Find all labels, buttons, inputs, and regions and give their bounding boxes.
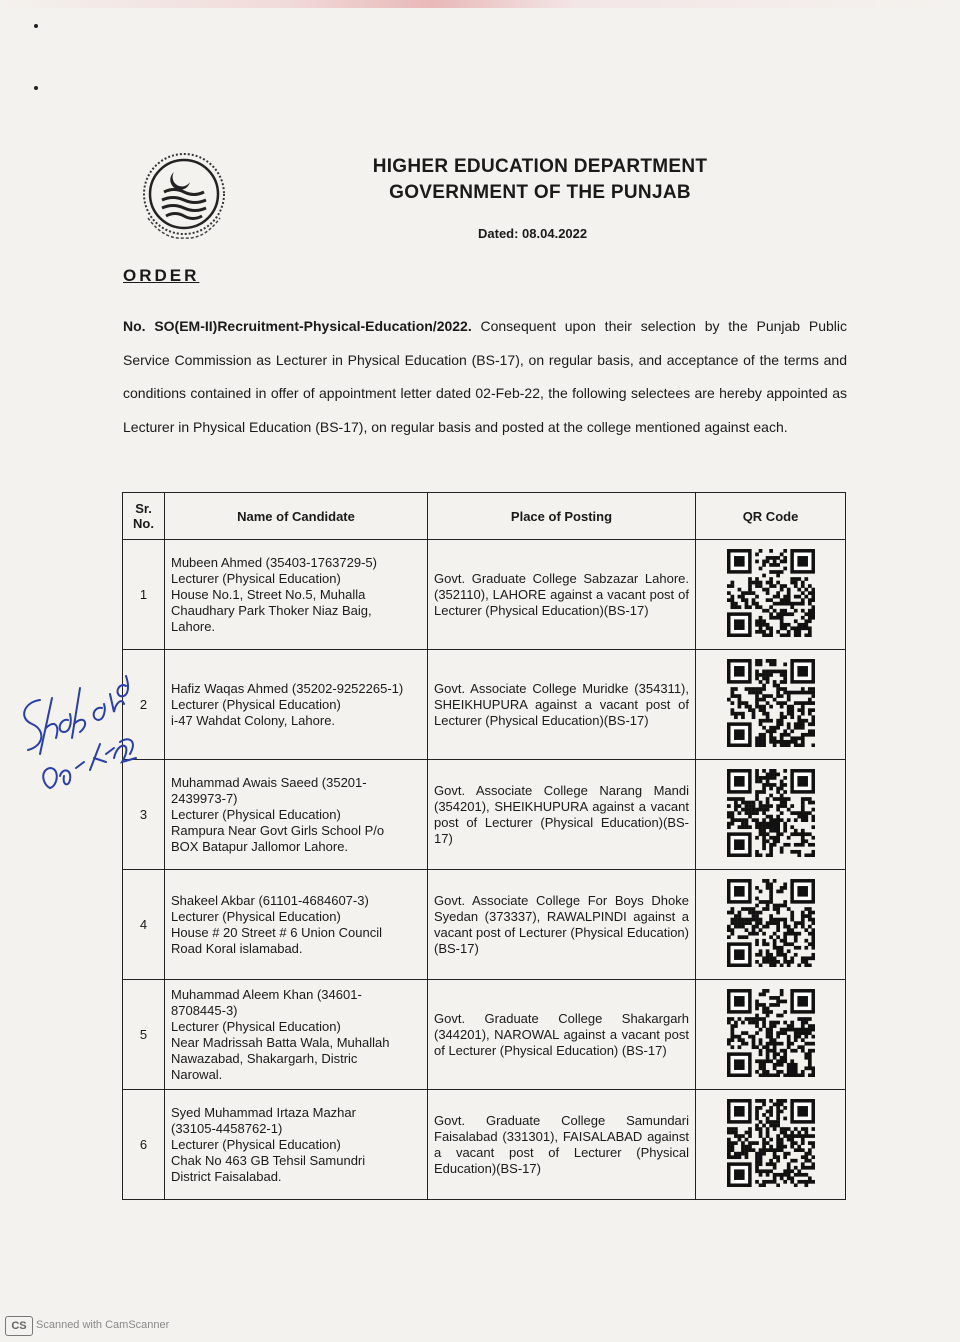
table-row: [123, 980, 846, 1090]
handwritten-signature: [10, 658, 140, 798]
header-name: Name of Candidate: [165, 493, 428, 540]
place-of-posting: Govt. Graduate College Sabzazar Lahore. (352110), LAHORE against a vacant post of Lecturer (Physical Education)(BS-17): [428, 540, 696, 650]
header-posting: Place of Posting: [428, 493, 696, 540]
candidate-details: [165, 980, 428, 1090]
candidate-detail-line: Lahore.: [171, 618, 216, 634]
table-header-row: [123, 493, 846, 540]
order-date: Dated: 08.04.2022: [478, 226, 588, 241]
candidate-details: [165, 650, 428, 760]
place-of-posting: Govt. Associate College Narang Mandi (354201), SHEIKHUPURA against a vacant post of Lecturer (Physical Education)(BS-17): [428, 760, 696, 870]
qr-code-icon: [727, 989, 815, 1077]
qr-code-cell: [696, 1090, 846, 1200]
candidate-name: Syed Muhammad Irtaza Mazhar: [171, 1104, 356, 1120]
order-body: [123, 310, 847, 444]
candidate-detail-line: Chak No 463 GB Tehsil Samundri: [171, 1152, 366, 1168]
candidate-detail-line: Rampura Near Govt Girls School P/o: [171, 822, 385, 838]
row-sr-no: 3: [123, 760, 165, 870]
order-reference: No. SO(EM-II)Recruitment-Physical-Education/2022.: [123, 318, 472, 334]
qr-code-icon: [727, 879, 815, 967]
candidate-detail-line: Chaudhary Park Thoker Niaz Baig,: [171, 602, 372, 618]
appointments-table: [122, 492, 846, 1200]
candidate-detail-line: Lecturer (Physical Education): [171, 696, 341, 712]
candidate-detail-line: House # 20 Street # 6 Union Council: [171, 924, 383, 940]
order-heading: ORDER: [123, 266, 200, 285]
government-title: GOVERNMENT OF THE PUNJAB: [389, 182, 691, 203]
order-text: Consequent upon their selection by the Punjab Public Service Commission as Lecturer in Physical Education (BS-17), on regular basis, and acceptance of the terms and conditions contained in offer of appointment letter dated 02-Feb-22, the following selectees are hereby appointed as Lecturer in Physical Education (BS-17), on regular basis and posted at the college mentioned against each.: [123, 318, 847, 435]
candidate-details: [165, 760, 428, 870]
qr-code-icon: [727, 659, 815, 747]
scan-speck: [34, 24, 38, 28]
candidate-detail-line: Lecturer (Physical Education): [171, 908, 341, 924]
qr-code-cell: [696, 540, 846, 650]
candidate-detail-line: Narowal.: [171, 1066, 223, 1082]
row-sr-no: 2: [123, 650, 165, 760]
place-of-posting: Govt. Associate College Muridke (354311), SHEIKHUPURA against a vacant post of Lecturer (Physical Education)(BS-17): [428, 650, 696, 760]
table-row: [123, 760, 846, 870]
candidate-details: [165, 870, 428, 980]
candidate-name: Muhammad Aleem Khan (34601-: [171, 986, 362, 1002]
candidate-detail-line: Lecturer (Physical Education): [171, 1136, 341, 1152]
row-sr-no: 5: [123, 980, 165, 1090]
candidate-detail-line: Near Madrissah Batta Wala, Muhallah: [171, 1034, 390, 1050]
place-of-posting: Govt. Associate College For Boys Dhoke Syedan (373337), RAWALPINDI against a vacant post of Lecturer (Physical Education)(BS-17): [428, 870, 696, 980]
candidate-detail-line: Nawazabad, Shakargarh, Distric: [171, 1050, 358, 1066]
qr-code-icon: [727, 549, 815, 637]
department-title: HIGHER EDUCATION DEPARTMENT: [372, 156, 708, 177]
punjab-logo-icon: [134, 148, 234, 244]
candidate-details: [165, 540, 428, 650]
scan-top-edge: [0, 0, 960, 8]
candidate-name: Mubeen Ahmed (35403-1763729-5): [171, 554, 377, 570]
table-row: [123, 1090, 846, 1200]
table-row: [123, 870, 846, 980]
scan-speck: [34, 86, 38, 90]
row-sr-no: 6: [123, 1090, 165, 1200]
candidate-detail-line: i-47 Wahdat Colony, Lahore.: [171, 712, 336, 728]
candidate-detail-line: 2439973-7): [171, 790, 238, 806]
qr-code-cell: [696, 980, 846, 1090]
place-of-posting: Govt. Graduate College Samundari Faisalabad (331301), FAISALABAD against a vacant post of Lecturer (Physical Education)(BS-17): [428, 1090, 696, 1200]
row-sr-no: 1: [123, 540, 165, 650]
qr-code-icon: [727, 1099, 815, 1187]
place-of-posting: Govt. Graduate College Shakargarh (344201), NAROWAL against a vacant post of Lecturer (Physical Education) (BS-17): [428, 980, 696, 1090]
candidate-name: Muhammad Awais Saeed (35201-: [171, 774, 367, 790]
candidate-detail-line: Lecturer (Physical Education): [171, 570, 341, 586]
candidate-detail-line: BOX Batapur Jallomor Lahore.: [171, 838, 349, 854]
table-row: [123, 650, 846, 760]
candidate-detail-line: Lecturer (Physical Education): [171, 1018, 341, 1034]
candidate-detail-line: District Faisalabad.: [171, 1168, 282, 1184]
qr-code-cell: [696, 650, 846, 760]
qr-code-cell: [696, 870, 846, 980]
candidate-detail-line: 8708445-3): [171, 1002, 238, 1018]
camscanner-logo: CS: [5, 1316, 33, 1336]
candidate-detail-line: (33105-4458762-1): [171, 1120, 283, 1136]
qr-code-icon: [727, 769, 815, 857]
row-sr-no: 4: [123, 870, 165, 980]
header-sr-no: Sr. No.: [123, 493, 165, 540]
camscanner-watermark: Scanned with CamScanner: [36, 1319, 170, 1331]
candidate-detail-line: Lecturer (Physical Education): [171, 806, 341, 822]
header-qr: QR Code: [696, 493, 846, 540]
candidate-name: Shakeel Akbar (61101-4684607-3): [171, 892, 369, 908]
qr-code-cell: [696, 760, 846, 870]
table-row: [123, 540, 846, 650]
candidate-detail-line: Road Koral islamabad.: [171, 940, 303, 956]
candidate-detail-line: House No.1, Street No.5, Muhalla: [171, 586, 366, 602]
candidate-name: Hafiz Waqas Ahmed (35202-9252265-1): [171, 680, 404, 696]
candidate-details: [165, 1090, 428, 1200]
